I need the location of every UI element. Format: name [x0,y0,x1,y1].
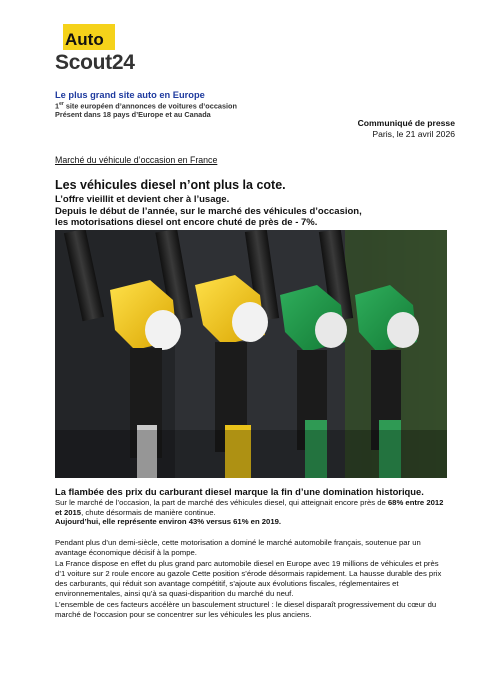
subheadline-1: L’offre vieillit et devient cher à l’usage. [55,194,230,205]
logo-auto-text: Auto [65,30,104,49]
press-release-title: Communiqué de presse [357,118,455,128]
tagline-main: Le plus grand site auto en Europe [55,90,205,100]
tagline-sub2: Présent dans 18 pays d’Europe et au Canada [55,110,211,119]
body-paragraph-1: Pendant plus d’un demi-siècle, cette motorisation a dominé le marché automobile français, soutenue par un avantage économique décisif à la pompe. [55,538,421,558]
body-paragraph-3: L’ensemble de ces facteurs accélère un basculement structurel : le diesel disparaît progressivement du cœur du marché de l’occasion pour se concentrer sur les véhicules les plus anciens. [55,599,437,620]
subheadline-2: Depuis le début de l’année, sur le marché des véhicules d’occasion, [55,206,362,217]
paragraph-market-share: Sur le marché de l’occasion, la part de marché des véhicules diesel, qui atteignait encore près de 68% entre 2012 et 2015, chute désormais de manière continue. [55,498,444,518]
press-release-date: Paris, le 21 avril 2026 [372,129,455,139]
autoscout24-logo [55,24,145,80]
paragraph-today: Aujourd’hui, elle représente environ 43% versus 61% en 2019. [55,517,282,526]
body-paragraph-2: La France dispose en effet du plus grand parc automobile diesel en Europe avec 19 millions de véhicules et près d’1 voiture sur 2 roule encore au gazole Cette position s’érode désormais rapidement. La hausse durable des prix des carburants, qui réduit son avantage compétitif, s’ajoute aux évolutions fiscales, réglementaires et environnementales, ainsi qu’à sa quasi-disparition du marché du neuf. [55,558,442,599]
headline: Les véhicules diesel n’ont plus la cote. [55,178,286,192]
logo-scout-text: Scout24 [55,51,135,74]
section-label: Marché du véhicule d’occasion en France [55,155,218,165]
body-text [55,538,450,620]
section2-title: La flambée des prix du carburant diesel marque la fin d’une domination historique. [55,486,424,497]
fuel-pump-nozzles-image [55,230,447,478]
subheadline-3: les motorisations diesel ont encore chuté de près de - 7%. [55,217,318,228]
tagline-sub1: 1er site européen d’annonces de voitures d’occasion [55,101,237,111]
